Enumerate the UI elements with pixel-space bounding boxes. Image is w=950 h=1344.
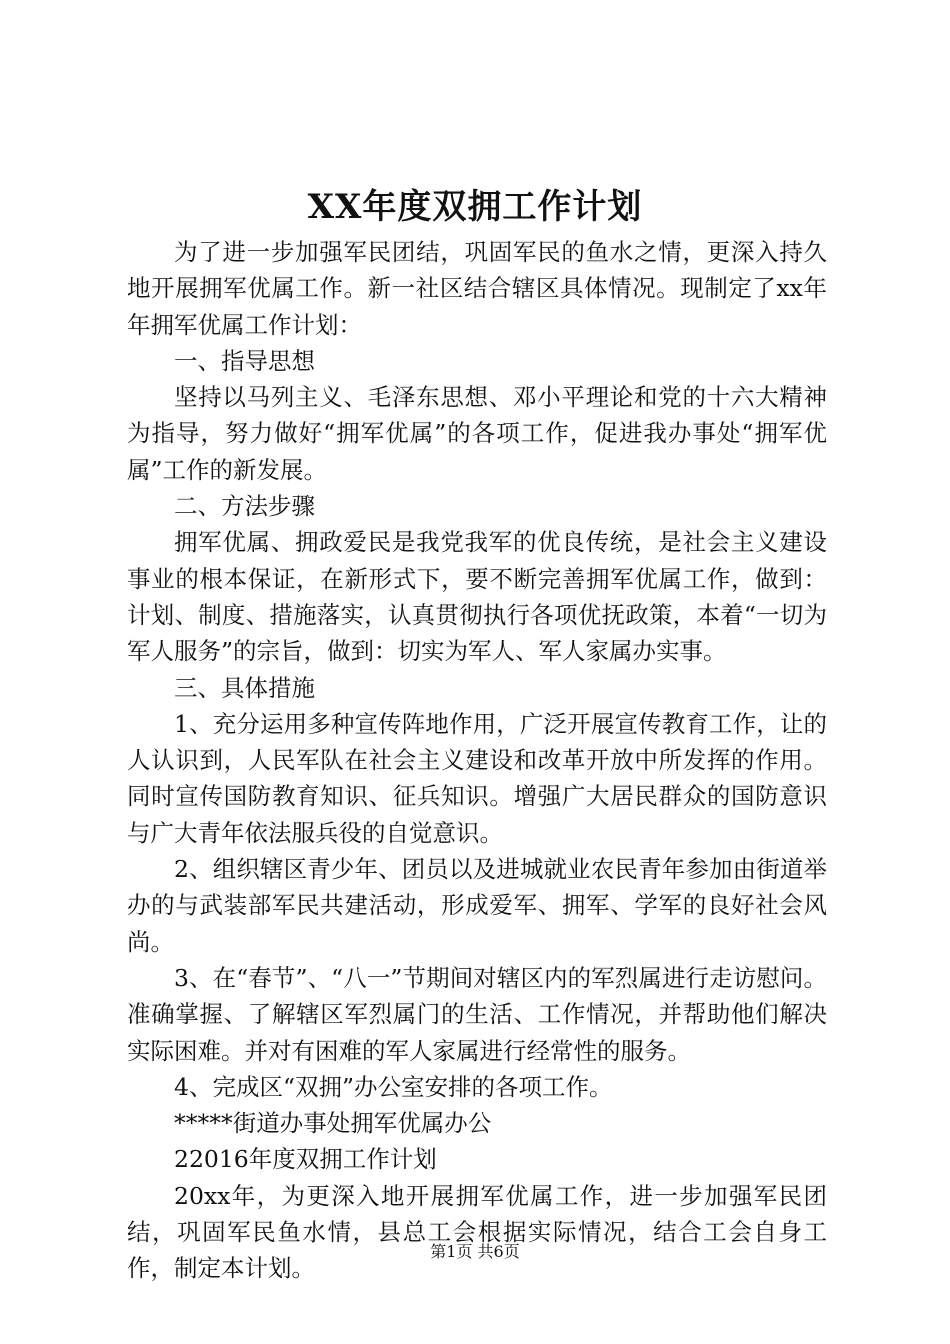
paragraph-guiding-ideology: 坚持以马列主义、毛泽东思想、邓小平理论和党的十六大精神为指导，努力做好“拥军优属”的各项工作，促进我办事处“拥军优属”工作的新发展。 (127, 383, 827, 484)
paragraph-measure-1: 1、充分运用多种宣传阵地作用，广泛开展宣传教育工作，让的人认识到，人民军队在社会主义建设和改革开放中所发挥的作用。同时宣传国防教育知识、征兵知识。增强广大居民群众的国防意识与广大青年依法服兵役的自觉意识。 (127, 709, 827, 847)
paragraph-methods-steps: 拥军优属、拥政爱民是我党我军的优良传统，是社会主义建设事业的根本保证，在新形式下，要不断完善拥军优属工作，做到：计划、制度、措施落实，认真贯彻执行各项优抚政策，本着“一切为军人服务”的宗旨，做到：切实为军人、军人家属办实事。 (127, 528, 827, 666)
paragraph-measure-2: 2、组织辖区青少年、团员以及进城就业农民青年参加由街道举办的与武装部军民共建活动，形成爱军、拥军、学军的良好社会风尚。 (127, 855, 827, 956)
page-footer: 第1页 共6页 (430, 1242, 520, 1261)
document-body (127, 234, 827, 1287)
paragraph-second-title: 22016年度双拥工作计划 (174, 1145, 437, 1174)
paragraph-second-intro: 20xx年，为更深入地开展拥军优属工作，进一步加强军民团结，巩固军民鱼水情，县总工会根据实际情况，结合工会自身工作，制定本计划。 (127, 1181, 827, 1283)
paragraph-measure-4: 4、完成区“双拥”办公室安排的各项工作。 (174, 1072, 613, 1101)
section-heading-specific-measures: 三、具体措施 (174, 673, 315, 702)
paragraph-measure-3: 3、在“春节”、“八一”节期间对辖区内的军烈属进行走访慰问。准确掌握、了解辖区军烈属门的生活、工作情况，并帮助他们解决实际困难。并对有困难的军人家属进行经常性的服务。 (127, 963, 827, 1065)
paragraph-signature: *****街道办事处拥军优属办公 (174, 1109, 492, 1138)
section-heading-methods-steps: 二、方法步骤 (174, 492, 315, 521)
document-title: XX年度双拥工作计划 (307, 187, 643, 227)
paragraph-intro: 为了进一步加强军民团结，巩固军民的鱼水之情，更深入持久地开展拥军优属工作。新一社区结合辖区具体情况。现制定了xx年年拥军优属工作计划： (127, 238, 827, 339)
section-heading-guiding-ideology: 一、指导思想 (174, 346, 315, 375)
